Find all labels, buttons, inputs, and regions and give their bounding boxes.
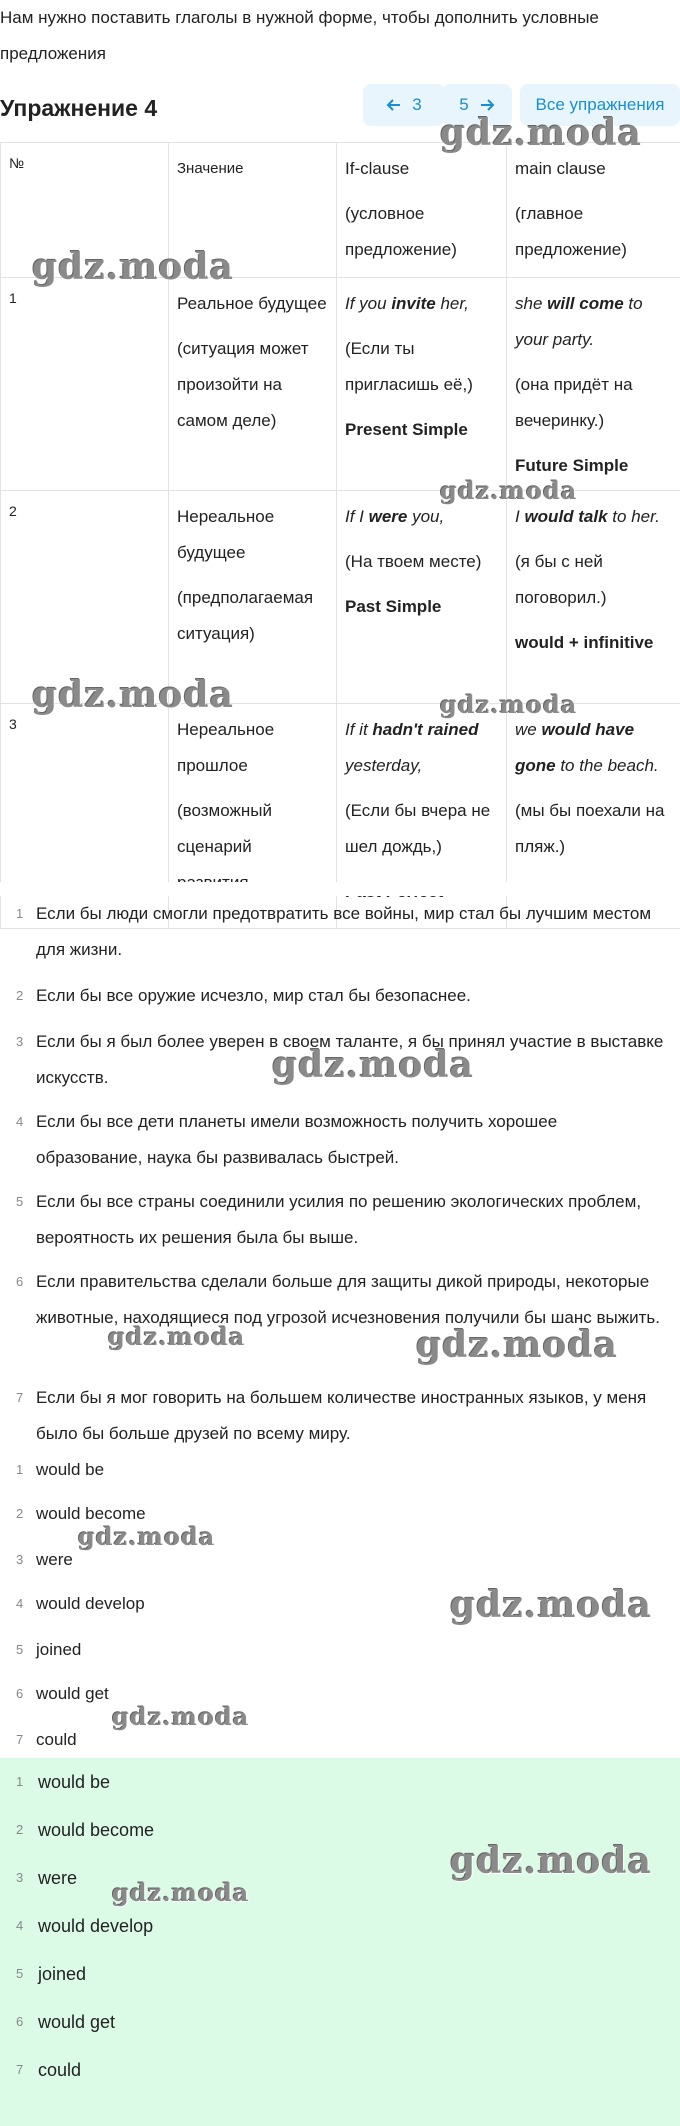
next-exercise-button[interactable] — [442, 84, 512, 126]
table-row — [1, 278, 680, 491]
header-main-clause: main clause (главное предложение) — [507, 143, 680, 278]
watermark: gdz.moda — [272, 1044, 474, 1086]
table-header-row — [1, 143, 680, 278]
watermark: gdz.moda — [440, 690, 578, 719]
watermark: gdz.moda — [32, 246, 234, 288]
row-num: 3 — [1, 704, 169, 929]
header-num: № — [1, 143, 169, 278]
row-main-clause: I would talk to her. (я бы с ней поговорил.) would + infinitive — [507, 491, 680, 704]
watermark: gdz.moda — [440, 112, 642, 154]
final-answers-list: 1 would be 2 would become 3 were 4 would develop 5 joined 6 would get 7 could — [16, 1772, 155, 2080]
watermark: gdz.moda — [112, 1702, 250, 1731]
exercise-title: Упражнение 4 — [0, 95, 158, 121]
row-num: 1 — [1, 278, 169, 491]
next-exercise-label: 5 — [459, 95, 469, 114]
watermark: gdz.moda — [450, 1840, 652, 1882]
watermark: gdz.moda — [440, 476, 578, 505]
prev-exercise-button[interactable] — [363, 84, 445, 126]
arrow-left-icon — [386, 97, 402, 113]
intro-line-2: предложения — [0, 44, 106, 63]
all-exercises-button[interactable] — [520, 84, 680, 126]
final-answers-box — [0, 1758, 680, 2126]
conditionals-table — [0, 142, 680, 929]
intro-text — [0, 0, 660, 72]
row-meaning: Реальное будущее (ситуация может произойти на самом деле) — [169, 278, 337, 491]
header-meaning: Значение — [169, 143, 337, 278]
row-if-clause: If it hadn't rained yesterday, (Если бы вчера не шел дождь,) — [337, 704, 507, 929]
watermark: gdz.moda — [108, 1322, 246, 1351]
row-num: 2 — [1, 491, 169, 704]
row-main-clause: we would have gone to the beach. (мы бы поехали на пляж.) — [507, 704, 680, 929]
watermark: gdz.moda — [112, 1878, 250, 1907]
row-meaning: Нереальное прошлое (возможный сценарий — [169, 704, 337, 929]
all-exercises-label: Все упражнения — [535, 95, 665, 114]
table-clip — [0, 882, 680, 896]
watermark: gdz.moda — [78, 1522, 216, 1551]
watermark: gdz.moda — [416, 1324, 618, 1366]
watermark: gdz.moda — [450, 1584, 652, 1626]
arrow-right-icon — [479, 97, 495, 113]
row-meaning: Нереальное будущее (предполагаемая ситуация) — [169, 491, 337, 704]
row-if-clause: If you invite her, (Если ты пригласишь её,) Present Simple — [337, 278, 507, 491]
prev-exercise-label: 3 — [412, 95, 422, 114]
intro-line-1: Нам нужно поставить глаголы в нужной форме, чтобы дополнить условные — [0, 8, 599, 27]
row-main-clause: she will come to your party. (она придёт на вечеринку.) Future Simple — [507, 278, 680, 491]
row-if-clause: If I were you, (На твоем месте) Past Simple — [337, 491, 507, 704]
header-if-clause: If-clause (условное предложение) — [337, 143, 507, 278]
watermark: gdz.moda — [32, 674, 234, 716]
sentences-list: 1 Если бы люди смогли предотвратить все войны, мир стал бы лучшим местом для жизни. 2 Если бы все оружие исчезло, мир стал бы безопаснее. 3 Если бы я был более уверен в своем таланте, я бы принял участие в выставке искусств. 4 Если бы все дети планеты имели возможность получить хорошее образование, наука бы развивалась быстрей. 5 Если бы все страны соединили усилия по решению экологических проблем, вероятность их решения была бы выше. 6 Если правительства сделали больше для защиты дикой природы, некоторые животные, находящиеся под угрозой исчезновения получили бы шанс выжить. 7 Если бы я мог говорить на большем количестве иностранных языков, у меня было бы больше друзей по всему миру. — [16, 904, 664, 1443]
answers-list: 1 would be 2 would become 3 were 4 would develop 5 joined 6 would get 7 could — [16, 1460, 146, 1749]
table-row — [1, 491, 680, 704]
